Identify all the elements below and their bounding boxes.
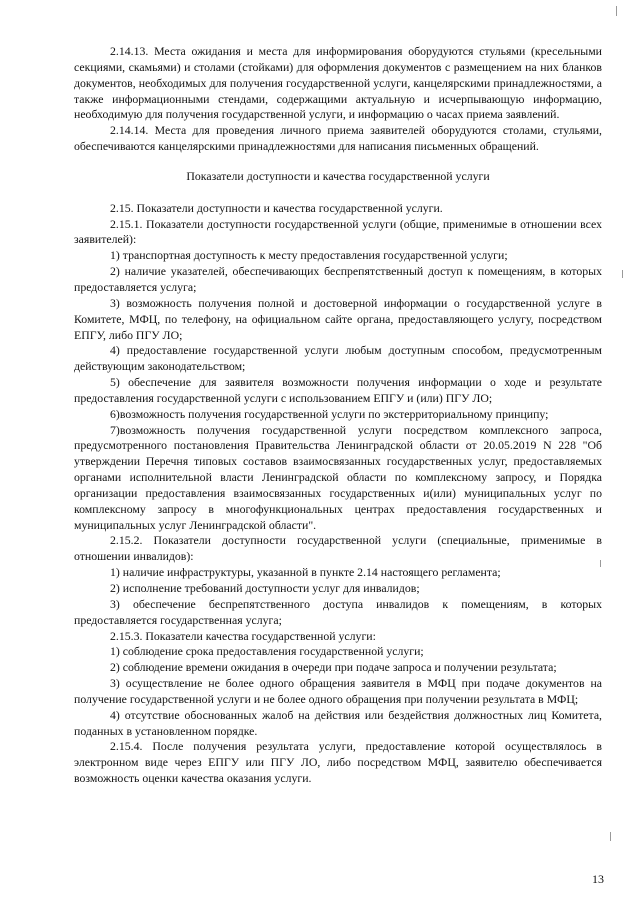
scan-speck — [616, 6, 617, 16]
scan-speck — [600, 560, 601, 567]
paragraph-2-15-1: 2.15.1. Показатели доступности государственной услуги (общие, применимые в отношении всех заявителей): — [74, 216, 602, 247]
list-item: 1) транспортная доступность к месту предоставления государственной услуги; — [110, 248, 508, 263]
page-number: 13 — [592, 872, 604, 886]
list-item: 3) осуществление не более одного обращения заявителя в МФЦ при подаче документов на получение государственной услуги и не более одного обращения при получении результата в МФЦ; — [74, 676, 602, 706]
list-item: 4) отсутствие обоснованных жалоб на действия или бездействия должностных лиц Комитета, поданных в установленном порядке. — [74, 707, 602, 738]
list-item: 7)возможность получения государственной услуги посредством комплексного запроса, предусмотренного постановления Правительства Ленинградской области от 20.05.2019 N 228 "Об утверждении Перечня типовых составов взаимосвязанных государственных услуг, предоставляемых органами исполнительной власти Ленинградской области по комплексному запросу, и Порядка организации предоставления взаимосвязанных государственных и(или) муниципальных услуг по комплексному запросу в многофункциональных центрах предоставления государственных и муниципальных услуг Ленинградской области". — [74, 422, 602, 532]
scan-speck — [622, 270, 623, 278]
list-item: 2) исполнение требований доступности услуг для инвалидов; — [110, 581, 420, 595]
section-heading: Показатели доступности и качества государственной услуги — [186, 168, 490, 183]
list-item: 4) предоставление государственной услуги любым доступным способом, предусмотренным действующим законодательством; — [74, 343, 602, 374]
paragraph-2-14-13: 2.14.13. Места ожидания и места для информирования оборудуются стульями (кресельными секциями, скамьями) и столами (стойками) для оформления документов с размещением на них бланков документов, необходимых для получения государственной услуги, канцелярскими принадлежностями, а также информационными стендами, содержащими актуальную и исчерпывающую информацию, необходимую для получения государственной услуги, и информацию о часах приема заявлений. — [74, 44, 602, 122]
list-item: 6)возможность получения государственной услуги по экстерриториальному принципу; — [110, 406, 549, 421]
list-item: 3) возможность получения полной и достоверной информации о государственной услуге в Комитете, МФЦ, по телефону, на официальном сайте органа, предоставляющего услугу, посредством ЕПГУ, либо ПГУ ЛО; — [74, 295, 602, 342]
paragraph-2-15-2: 2.15.2. Показатели доступности государственной услуги (специальные, применимые в отношении инвалидов): — [74, 533, 602, 564]
scan-speck — [610, 832, 611, 841]
paragraph-2-15-3: 2.15.3. Показатели качества государственной услуги: — [110, 628, 376, 643]
document-body — [74, 44, 602, 787]
list-item: 3) обеспечение беспрепятственного доступа инвалидов к помещениям, в которых предоставляется государственная услуга; — [74, 596, 602, 627]
paragraph-2-15: 2.15. Показатели доступности и качества государственной услуги. — [110, 200, 443, 215]
paragraph-2-14-14: 2.14.14. Места для проведения личного приема заявителей оборудуются столами, стульями, обеспечиваются канцелярскими принадлежностями для написания письменных обращений. — [74, 123, 602, 154]
list-item: 1) наличие инфраструктуры, указанной в пункте 2.14 настоящего регламента; — [110, 565, 501, 580]
list-item: 5) обеспечение для заявителя возможности получения информации о ходе и результате предоставления государственной услуги с использованием ЕПГУ и (или) ПГУ ЛО; — [74, 375, 602, 405]
list-item: 1) соблюдение срока предоставления государственной услуги; — [110, 644, 424, 659]
paragraph-2-15-4: 2.15.4. После получения результата услуги, предоставление которой осуществлялось в электронном виде через ЕПГУ или ПГУ ЛО, либо посредством МФЦ, заявителю обеспечивается возможность оценки качества оказания услуги. — [74, 739, 602, 786]
list-item: 2) соблюдение времени ожидания в очереди при подаче запроса и получении результата; — [110, 660, 557, 675]
list-item: 2) наличие указателей, обеспечивающих беспрепятственный доступ к помещениям, в которых предоставляется услуга; — [74, 264, 602, 294]
